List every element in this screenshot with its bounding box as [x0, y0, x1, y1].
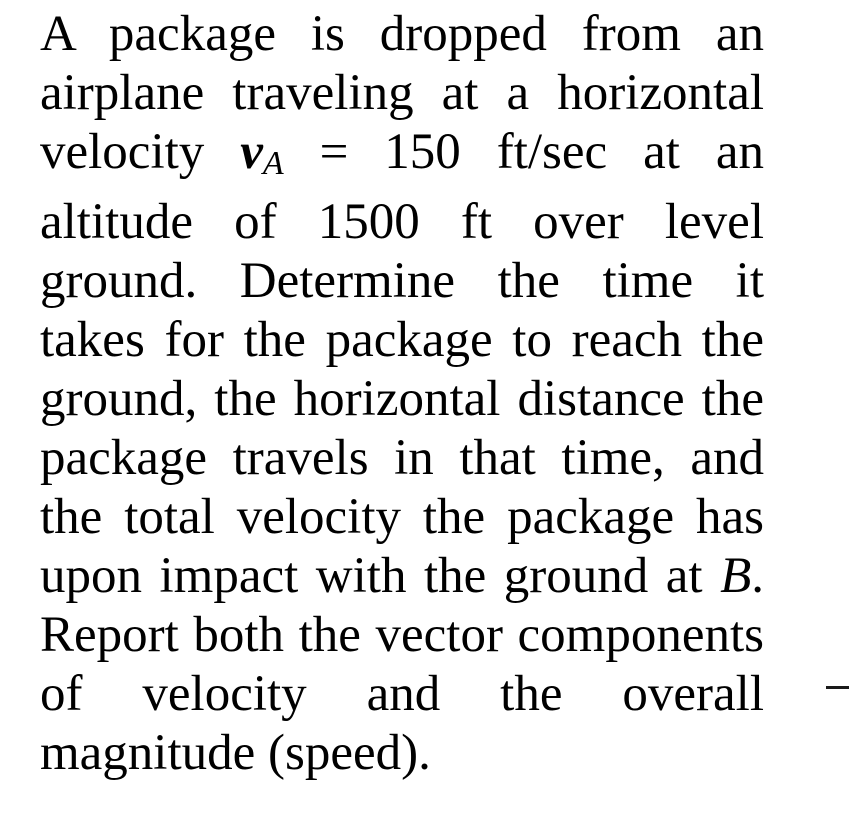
- impact-point-label: B: [720, 548, 752, 604]
- problem-line-11: Report both the vector components: [40, 607, 764, 663]
- problem-line-9: the total velocity the package has: [40, 489, 764, 545]
- problem-line-7: ground, the horizontal distance the: [40, 371, 764, 427]
- velocity-value: = 150 ft/sec at an: [283, 124, 765, 180]
- impact-period: .: [751, 548, 764, 604]
- problem-line-8: package travels in that time, and: [40, 430, 764, 486]
- problem-line-10: [40, 547, 764, 606]
- problem-line-6: takes for the package to reach the: [40, 312, 764, 368]
- problem-line-4: altitude of 1500 ft over level: [40, 194, 764, 250]
- problem-line-12: of velocity and the overall: [40, 666, 764, 722]
- problem-line-13: magnitude (speed).: [40, 725, 431, 781]
- problem-line-1: A package is dropped from an: [40, 6, 764, 62]
- velocity-word: velocity: [40, 124, 241, 180]
- edge-dash-mark: [826, 686, 849, 689]
- problem-line-5: ground. Determine the time it: [40, 253, 764, 309]
- problem-line-2: airplane traveling at a horizontal: [40, 65, 764, 121]
- impact-text: upon impact with the ground at: [40, 548, 721, 604]
- problem-statement: [40, 5, 764, 783]
- velocity-symbol: v: [240, 124, 263, 180]
- problem-line-3: [40, 123, 764, 193]
- velocity-subscript: A: [262, 145, 284, 182]
